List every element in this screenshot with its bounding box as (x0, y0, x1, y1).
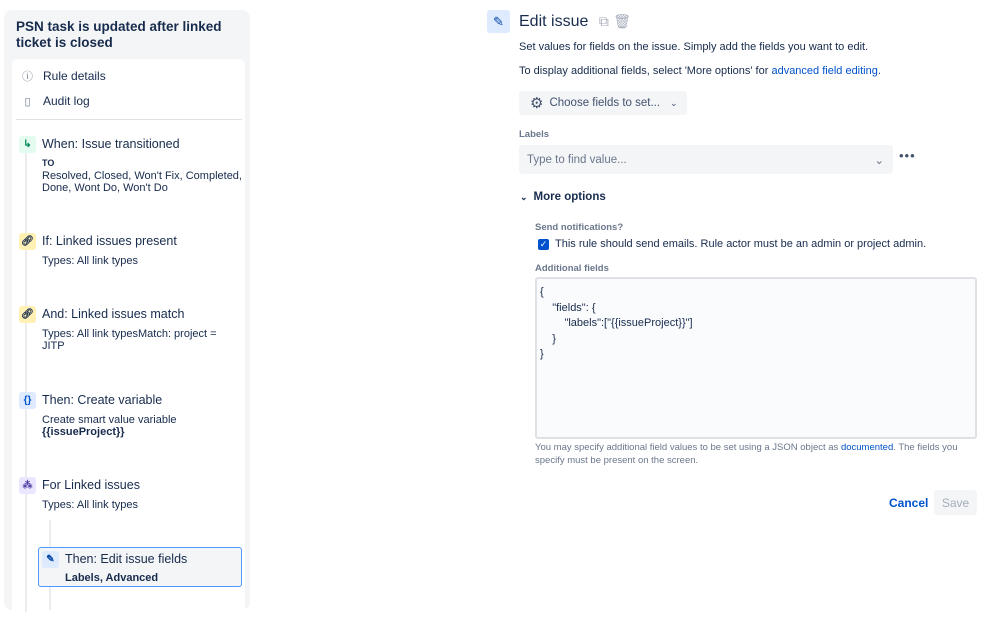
send-notifications-checkbox[interactable]: ✓ (539, 239, 548, 249)
text: . The fields you specify must be present on the screen. (535, 442, 958, 466)
step-branch[interactable]: For Linked issues (42, 478, 140, 492)
text: You may specify additional field values to be set using a JSON object as (535, 442, 841, 453)
editor-title (519, 13, 631, 31)
chevron-down-icon: ⌄ (874, 154, 884, 167)
step-desc: Types: All link types (42, 255, 138, 267)
notify-text: This rule should send emails. Rule actor must be an admin or project admin. (555, 238, 927, 250)
rule-title: PSN task is updated after linked ticket is closed (16, 19, 222, 50)
placeholder: Type to find value... (527, 153, 627, 166)
transition-icon: ↳ (19, 136, 36, 153)
link-icon: 🔗︎ (19, 233, 36, 250)
pencil-icon: ✎ (487, 10, 510, 33)
labels-select[interactable] (519, 145, 893, 174)
advanced-field-editing-link[interactable]: advanced field editing (771, 65, 878, 77)
cancel-button[interactable]: Cancel (889, 496, 929, 510)
gear-icon: ⚙ (530, 95, 544, 112)
flow-line (25, 152, 27, 612)
notify-label: Send notifications? (535, 222, 624, 233)
trash-icon[interactable]: 🗑︎ (613, 13, 632, 29)
labels-label: Labels (519, 129, 550, 140)
braces-icon: {} (19, 392, 36, 409)
nav-rule-details[interactable] (22, 68, 106, 84)
step-desc: Labels, Advanced (65, 572, 159, 584)
nav-label: Rule details (43, 69, 106, 83)
toggle-label: More options (533, 191, 606, 203)
button-label: Choose fields to set... (549, 97, 661, 109)
step-sub: TO (42, 158, 55, 168)
step-desc: Resolved, Closed, Won't Fix, Completed, Done, Wont Do, Won't Do (42, 170, 242, 194)
copy-icon[interactable]: ⧉ (598, 13, 609, 29)
link-icon: 🔗︎ (19, 306, 36, 323)
text: . (877, 65, 881, 77)
documented-link[interactable]: documented (840, 442, 894, 453)
info-icon: ⓘ (22, 71, 33, 83)
additional-fields-textarea[interactable]: { "fields": { "labels":["{{issueProject}}"] } } (535, 277, 977, 439)
description: Set values for fields on the issue. Simply add the fields you want to edit. (519, 41, 869, 53)
more-options-toggle[interactable] (520, 191, 606, 203)
step-desc: Types: All link types (42, 499, 138, 511)
step-action[interactable]: Then: Create variable (42, 393, 163, 407)
divider (16, 119, 242, 120)
nav-audit-log[interactable] (22, 94, 90, 108)
step-condition[interactable]: If: Linked issues present (42, 234, 177, 248)
description-advanced (519, 65, 881, 77)
choose-fields-button[interactable] (519, 91, 687, 115)
title-text: Edit issue (519, 13, 589, 30)
more-icon[interactable]: ••• (899, 148, 916, 163)
step-title: Then: Edit issue fields (65, 552, 188, 566)
chevron-down-icon: ⌄ (520, 191, 528, 202)
step-desc: Types: All link typesMatch: project = JITP (42, 328, 217, 352)
step-trigger[interactable]: When: Issue transitioned (42, 137, 180, 151)
step-condition[interactable]: And: Linked issues match (42, 307, 185, 321)
help-text (535, 442, 975, 467)
additional-fields-label: Additional fields (535, 263, 609, 274)
step-variable: {{issueProject}} (42, 426, 125, 438)
document-icon: ▯ (24, 95, 31, 108)
save-button[interactable]: Save (934, 490, 977, 515)
pencil-icon: ✎ (42, 551, 59, 568)
text: To display additional fields, select 'More options' for (519, 65, 772, 77)
chevron-down-icon: ⌄ (670, 97, 678, 108)
nav-label: Audit log (43, 94, 90, 108)
branch-icon: ⁂ (19, 477, 36, 494)
step-desc: Create smart value variable (42, 414, 177, 426)
